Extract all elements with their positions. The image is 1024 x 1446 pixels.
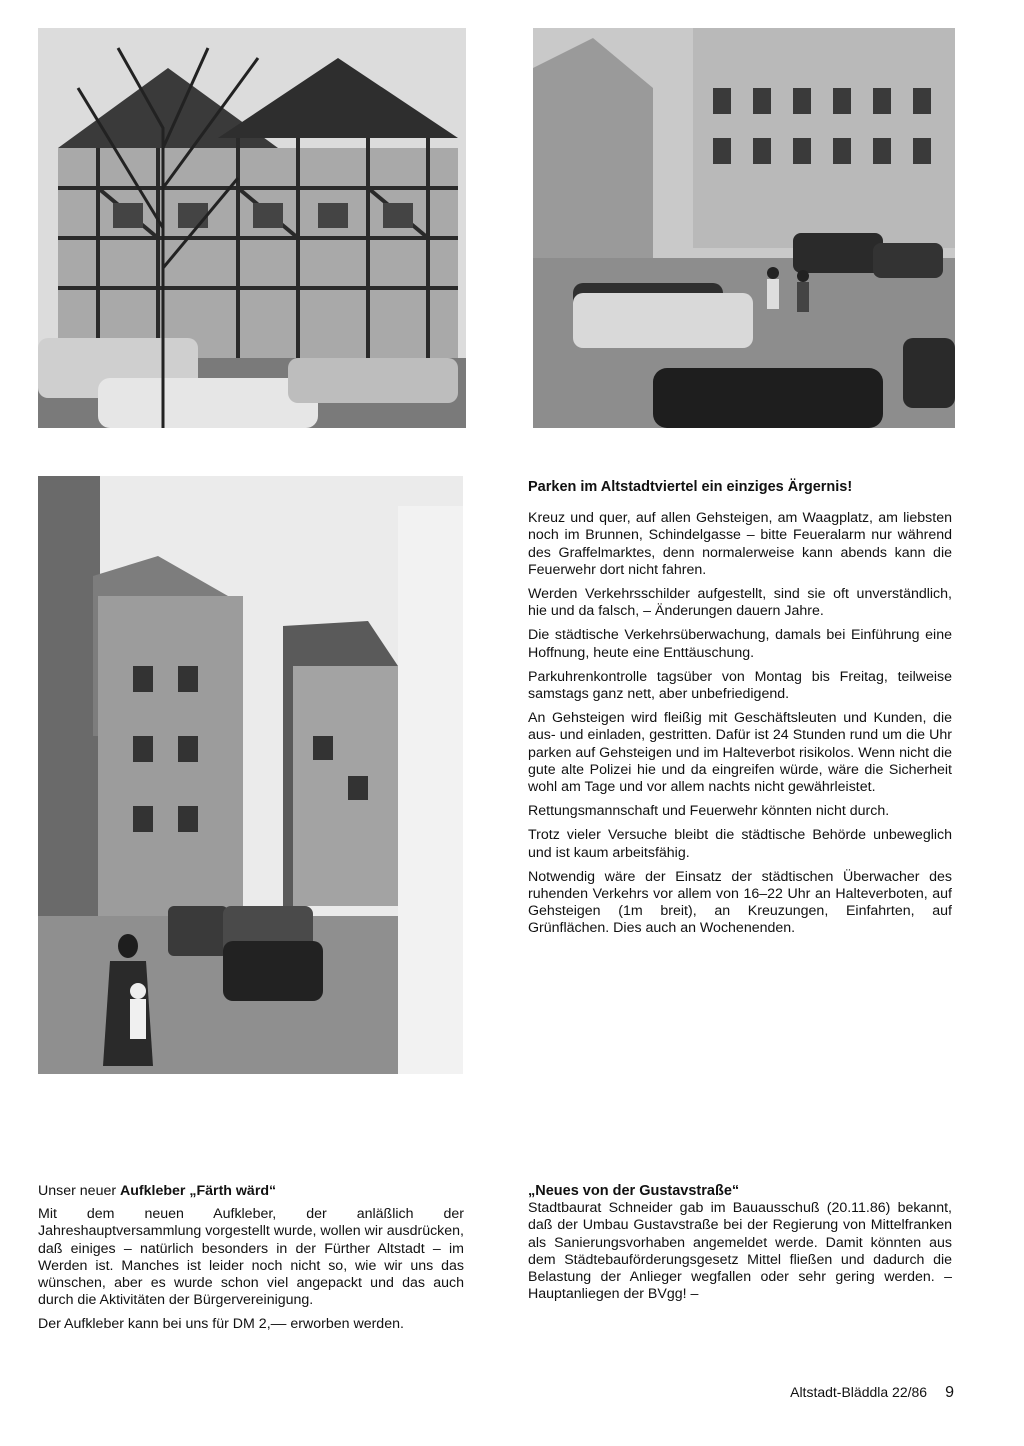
page-number: 9 xyxy=(945,1384,954,1401)
sticker-paragraph: Mit dem neuen Aufkleber, der anläßlich der Jahreshauptversammlung vorgestellt wurde, wollen wir ausdrücken, daß einiges – natürlich besonders in der Fürther Altstadt – im Werden ist. Manches ist leider noch nicht so, wie wir uns das wünschen, aber es wurde schon viel angepackt und das auch durch die Aktivitäten der Bürgervereinigung. xyxy=(38,1206,464,1309)
article-paragraph: Rettungsmannschaft und Feuerwehr könnten nicht durch. xyxy=(528,803,890,820)
article-paragraph: Notwendig wäre der Einsatz der städtischen Überwacher des ruhenden Verkehrs vor allem von 16–22 Uhr an Halteverboten, auf Gehsteigen (1m breit), an Kreuzungen, Einfahrten, auf Grünflächen. Dies auch an Wochenenden. xyxy=(528,868,952,937)
article-paragraph: Parkuhrenkontrolle tagsüber von Montag bis Freitag, teilweise samstags ganz nett, aber unbefriedigend. xyxy=(528,668,952,703)
photo-alley-with-pedestrians xyxy=(38,476,463,1074)
article-sticker xyxy=(38,1183,464,1341)
article-paragraph: Trotz vieler Versuche bleibt die städtische Behörde unbeweglich und ist kaum arbeitsfähig. xyxy=(528,827,952,861)
article-paragraph: Die städtische Verkehrsüberwachung, damals bei Einführung eine Hoffnung, heute eine Enttäuschung. xyxy=(528,627,952,661)
sticker-heading xyxy=(38,1183,464,1200)
page-footer xyxy=(790,1384,954,1402)
sticker-heading-prefix: Unser neuer xyxy=(38,1183,121,1199)
article-paragraph: Kreuz und quer, auf allen Gehsteigen, am Waagplatz, am liebsten noch im Brunnen, Schindelgasse – bitte Feueralarm nur während des Graffelmarktes, denn normalerweise kann abends kann die Feuerwehr dort nicht fahren. xyxy=(528,510,952,578)
photo-parked-square xyxy=(533,28,955,428)
article-paragraph: Werden Verkehrsschilder aufgestellt, sind sie oft unverständlich, hie und da falsch, – Änderungen dauern Jahre. xyxy=(528,586,952,620)
sticker-heading-bold: Aufkleber „Färth wärd“ xyxy=(120,1183,277,1199)
photo-half-timbered-houses xyxy=(38,28,466,428)
sticker-paragraph: Der Aufkleber kann bei uns für DM 2,–– erworben werden. xyxy=(38,1316,404,1333)
article-parking xyxy=(528,479,952,945)
article-paragraph: An Gehsteigen wird fleißig mit Geschäftsleuten und Kunden, die aus- und einladen, gestritten. Dafür ist 24 Stunden rund um die Uhr parken auf Gehsteigen und im Halteverbot risikolos. Wenn nicht die gute alte Polizei hie und da eingreifen würde, wäre die Sicherheit wohl am Tage und vor allem nachts nicht gewährleistet. xyxy=(528,710,952,796)
article-heading: Parken im Altstadtviertel ein einziges Ärgernis! xyxy=(528,479,853,495)
gustav-heading: „Neues von der Gustavstraße“ xyxy=(528,1183,740,1199)
issue-label: Altstadt-Bläddla 22/86 xyxy=(790,1384,928,1400)
article-gustavstrasse xyxy=(528,1183,952,1310)
gustav-body: Stadtbaurat Schneider gab im Bauausschuß (20.11.86) bekannt, daß der Umbau Gustavstraße bei der Regierung von Mittelfranken als Sanierungsvorhaben angemeldet werde. Damit könnten aus dem Städtebauförderungsgesetz Mittel fließen und dadurch die Belastung der Anlieger wegfallen oder sehr gering werden. – Hauptanliegen der BVgg! – xyxy=(528,1200,952,1303)
